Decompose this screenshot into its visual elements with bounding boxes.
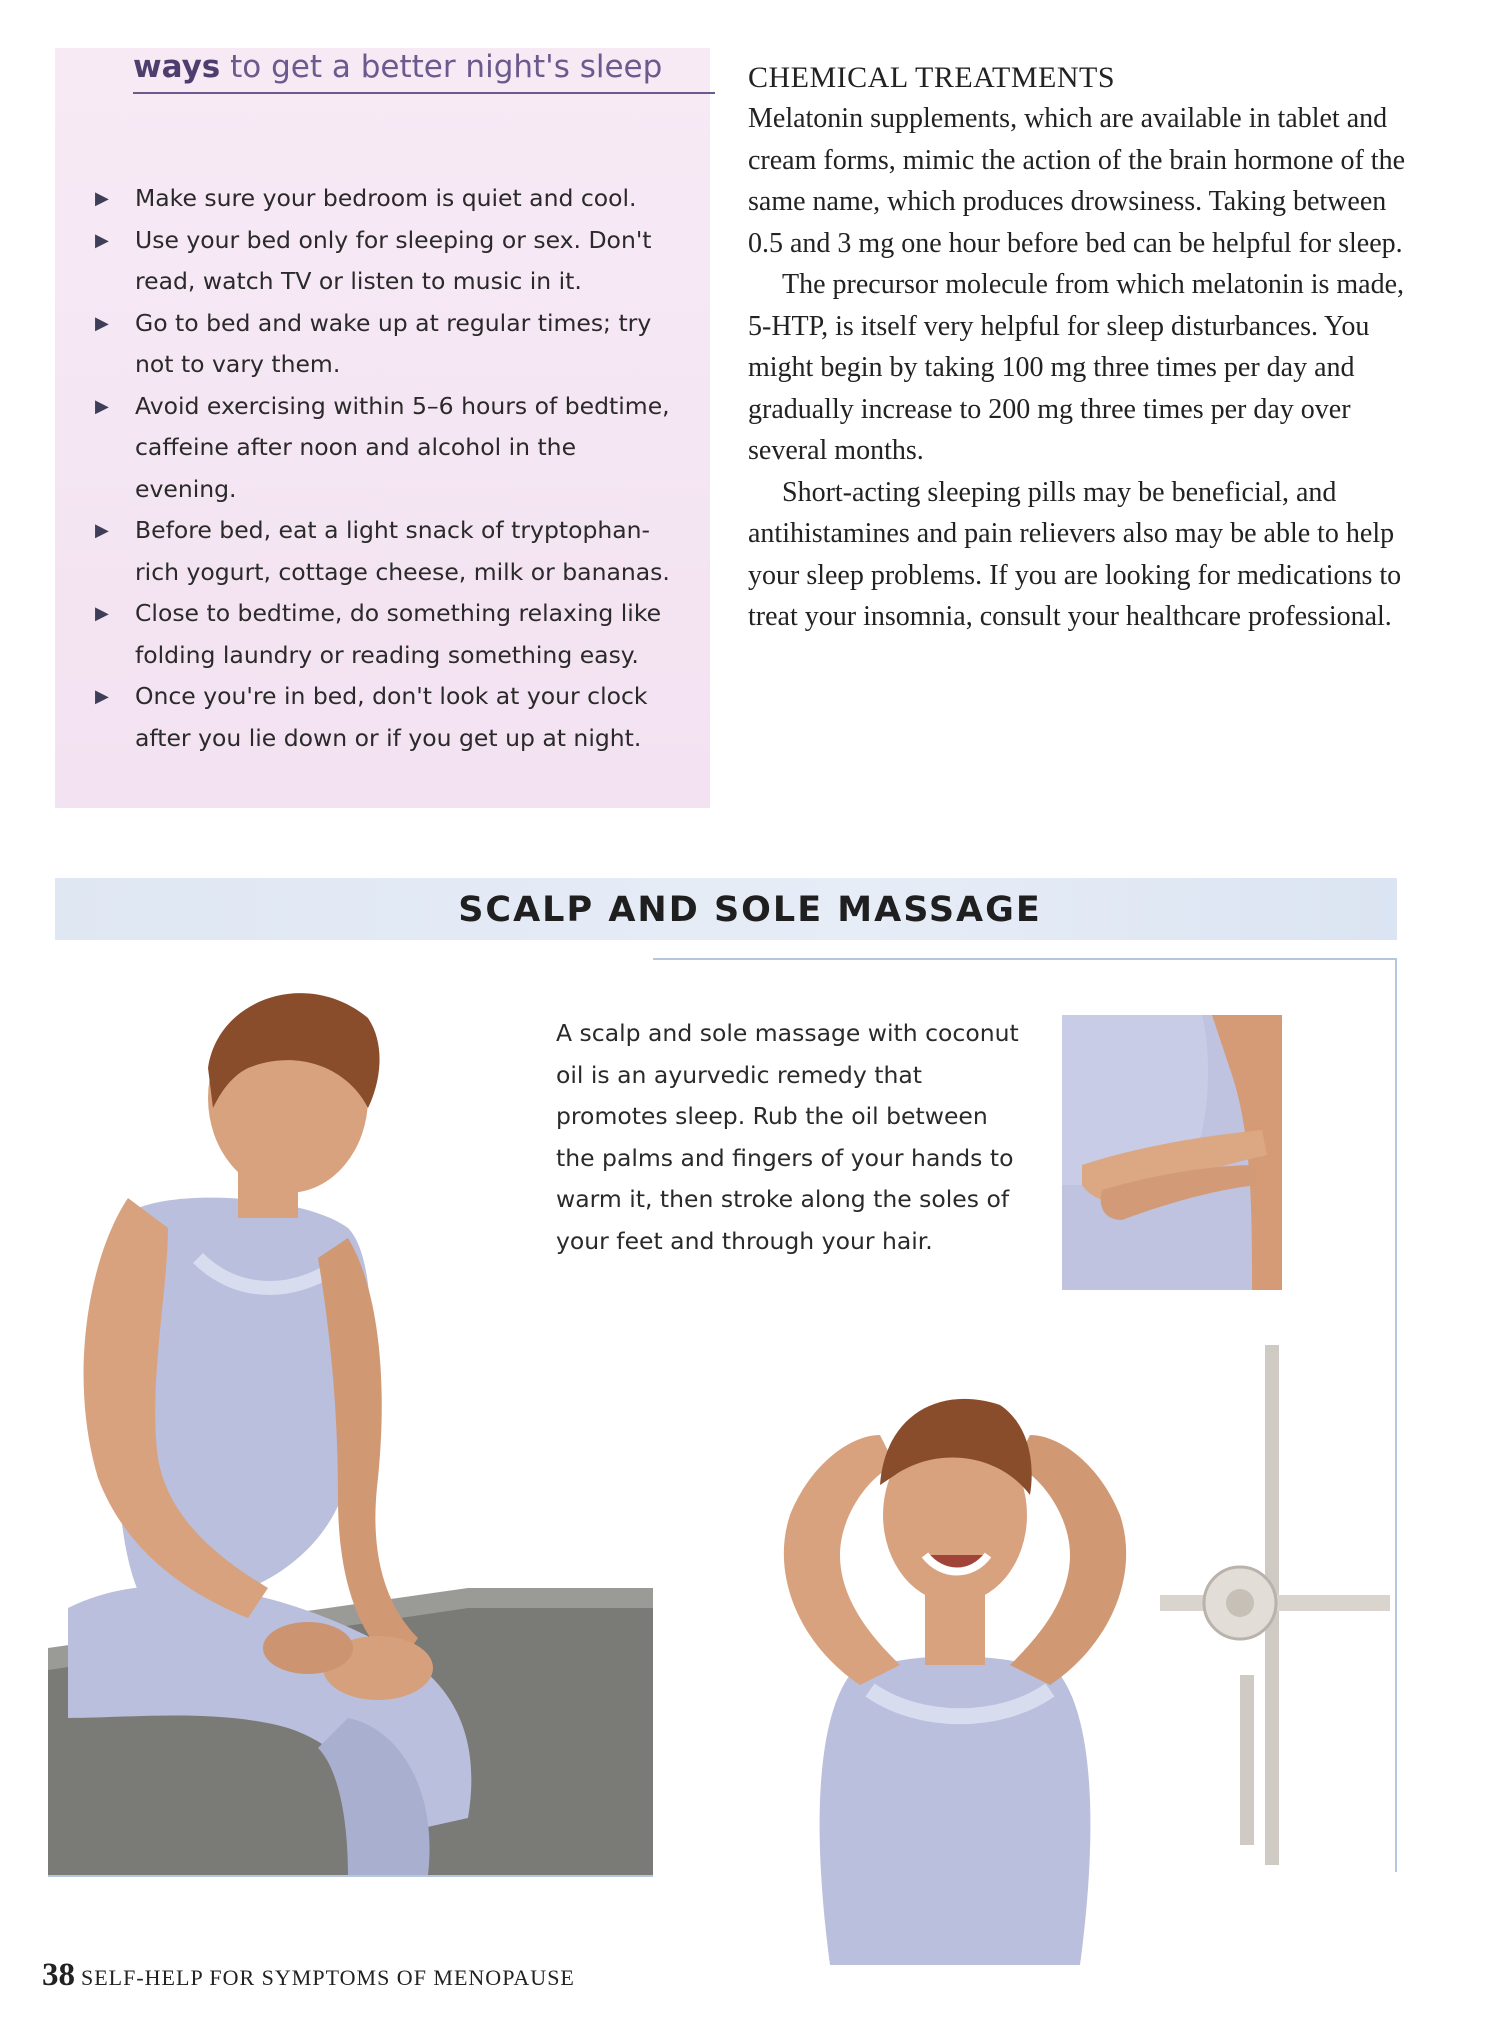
arrow-bullet-icon: ▶ — [95, 520, 109, 541]
chemical-paragraph-1: Melatonin supplements, which are available in tablet and cream forms, mimic the action of the brain hormone of the same name, which produces drowsiness. Taking between 0.5 and 3 mg one hour before bed can be helpful for sleep. — [748, 103, 1406, 259]
photo-hands-oil-illustration — [1062, 1015, 1282, 1290]
chemical-treatments-section — [748, 58, 1418, 638]
running-title: SELF-HELP FOR SYMPTOMS OF MENOPAUSE — [81, 1965, 575, 1990]
arrow-bullet-icon: ▶ — [95, 188, 109, 209]
massage-description: A scalp and sole massage with coconut oil is an ayurvedic remedy that promotes sleep. Rub the oil between the palms and fingers of your hands to warm it, then stroke along the soles of your feet and through your hair. — [556, 1019, 1019, 1255]
list-item: ▶ Make sure your bedroom is quiet and cool. — [95, 178, 680, 220]
list-item: ▶ Avoid exercising within 5–6 hours of bedtime, caffeine after noon and alcohol in the evening. — [95, 386, 680, 511]
tips-list — [95, 178, 680, 759]
list-item: ▶ Before bed, eat a light snack of tryptophan-rich yogurt, cottage cheese, milk or bananas. — [95, 510, 680, 593]
list-item: ▶ Close to bedtime, do something relaxing like folding laundry or reading something easy. — [95, 593, 680, 676]
list-item: ▶ Go to bed and wake up at regular times; try not to vary them. — [95, 303, 680, 386]
chemical-treatments-heading: CHEMICAL TREATMENTS — [748, 61, 1116, 94]
tips-heading-rest: to get a better night's sleep — [220, 49, 663, 85]
tips-heading-bold: ways — [133, 49, 221, 85]
photo-scalp-massage-illustration — [680, 1345, 1395, 1965]
list-item: ▶ Once you're in bed, don't look at your clock after you lie down or if you get up at night. — [95, 676, 680, 759]
arrow-bullet-icon: ▶ — [95, 312, 109, 334]
photo-scalp-massage — [680, 1345, 1395, 1965]
tips-heading — [133, 50, 715, 94]
arrow-bullet-icon: ▶ — [95, 229, 109, 251]
photo-hands-oil — [1062, 1015, 1282, 1290]
arrow-bullet-icon: ▶ — [95, 395, 109, 417]
page-number: 38 — [42, 1957, 75, 1993]
chemical-paragraph-2: The precursor molecule from which melatonin is made, 5-HTP, is itself very helpful for sleep disturbances. You might begin by taking 100 mg three times per day and gradually increase to 200 mg three times per day over several months. — [748, 269, 1405, 466]
page-footer — [42, 1957, 575, 1994]
chemical-paragraph-3: Short-acting sleeping pills may be beneficial, and antihistamines and pain relievers also may be able to help your sleep problems. If you are looking for medications to treat your insomnia, consult your healthcare professional. — [748, 476, 1402, 632]
massage-title: SCALP AND SOLE MASSAGE — [458, 890, 1042, 930]
arrow-bullet-icon: ▶ — [95, 603, 109, 624]
list-item: ▶ Use your bed only for sleeping or sex. Don't read, watch TV or listen to music in it. — [95, 220, 680, 303]
arrow-bullet-icon: ▶ — [95, 686, 109, 707]
